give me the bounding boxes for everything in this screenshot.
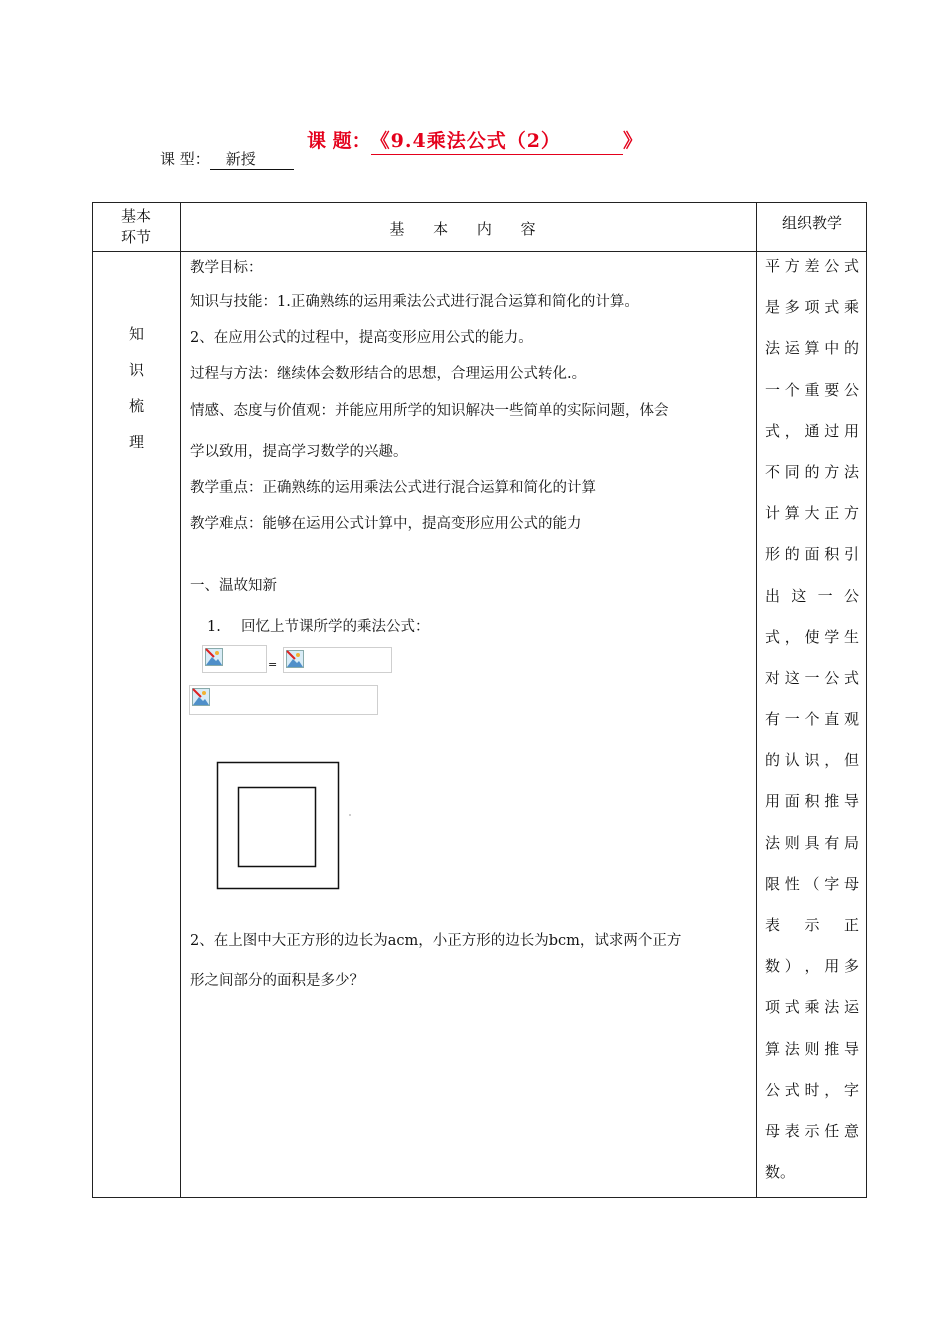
- title-close: 》: [622, 130, 643, 152]
- table-header-divider: [92, 251, 867, 252]
- formula-image-left: [202, 645, 267, 673]
- objective-process: 过程与方法：继续体会数形结合的思想，合理运用公式转化.。: [190, 366, 587, 382]
- teaching-difficulty: 教学难点：能够在运用公式计算中，提高变形应用公式的能力: [190, 516, 582, 532]
- note-line: 的 认 识 ， 但: [765, 751, 859, 770]
- note-line: 出 这 一 公: [765, 586, 859, 605]
- objective-attitude-line2: 学以致用，提高学习数学的兴趣。: [190, 444, 408, 460]
- section-label-char-2: 识: [128, 361, 144, 379]
- note-line: 算 法 则 推 导: [765, 1039, 859, 1058]
- note-line: 表 示 正: [765, 916, 859, 934]
- note-line: 式 ， 通 过 用: [765, 421, 859, 440]
- note-line: 计 算 大 正 方: [765, 504, 859, 523]
- broken-image-icon: [205, 648, 223, 666]
- header-content-label: 基 本 内 容: [389, 220, 548, 238]
- note-line: 平 方 差 公 式: [765, 257, 859, 275]
- note-line: 用 面 积 推 导: [765, 792, 859, 811]
- broken-image-icon: [286, 650, 304, 668]
- note-line: 公 式 时 ， 字: [765, 1080, 859, 1099]
- review-item-text: 回忆上节课所学的乘法公式：: [241, 619, 430, 635]
- organization-notes: [765, 256, 859, 1203]
- question-line1: 2、在上图中大正方形的边长为acm，小正方形的边长为bcm，试求两个正方: [190, 933, 682, 949]
- note-line: 不 同 的 方 法: [765, 462, 859, 481]
- squares-figure: [214, 759, 354, 891]
- header-cell-content: [181, 218, 756, 239]
- question-line2: 形之间部分的面积是多少？: [190, 973, 364, 989]
- objective-knowledge: 知识与技能：1.正确熟练的运用乘法公式进行混合运算和简化的计算。: [190, 294, 639, 310]
- note-line: 项 式 乘 法 运: [765, 998, 859, 1017]
- section-label-char-3: 梳: [128, 397, 144, 415]
- header-stage-line1: 基本: [120, 207, 151, 225]
- note-line: 对 这 一 公 式: [765, 668, 859, 687]
- header-cell-stage: [92, 206, 180, 248]
- lesson-type: [160, 148, 294, 170]
- note-line: 有 一 个 直 观: [765, 710, 859, 729]
- header-cell-organization: [757, 212, 867, 233]
- lesson-type-label: 课 型：: [160, 150, 210, 168]
- objectives-heading: 教学目标：: [190, 260, 263, 276]
- note-line: 数 ） ， 用 多: [765, 957, 859, 976]
- note-line: 式 ， 使 学 生: [765, 627, 859, 646]
- objective-application: 2、在应用公式的过程中，提高变形应用公式的能力。: [190, 330, 533, 346]
- section-label-char-4: 理: [128, 433, 144, 451]
- note-line: 形 的 面 积 引: [765, 545, 859, 564]
- header-organization-label: 组织教学: [781, 214, 842, 232]
- title-topic: [371, 126, 623, 155]
- formula-image-right: [283, 647, 392, 673]
- title-topic-text: 《9.4乘法公式（2）: [370, 130, 561, 152]
- note-line: 一 个 重 要 公: [765, 380, 859, 399]
- lesson-type-value: 新授: [210, 148, 294, 170]
- table-col-divider-1: [180, 202, 181, 1198]
- note-line: 法 则 具 有 局: [765, 833, 859, 852]
- note-line: 法 运 算 中 的: [765, 339, 859, 358]
- note-line: 数。: [765, 1163, 796, 1182]
- formula-image-second: [189, 685, 378, 715]
- note-line: 是 多 项 式 乘: [765, 298, 859, 317]
- outer-square: [218, 763, 339, 889]
- broken-image-icon: [192, 688, 210, 706]
- equals-sign: =: [268, 658, 278, 671]
- section-review-heading: 一、温故知新: [190, 578, 277, 594]
- review-item-number: 1.: [207, 619, 221, 635]
- header-stage-line2: 环节: [120, 228, 151, 246]
- page-title: [0, 126, 950, 155]
- table-col-divider-2: [756, 202, 757, 1198]
- note-line: 限 性 （ 字 母: [765, 874, 859, 893]
- title-label: 课 题：: [307, 130, 371, 152]
- inner-square: [239, 788, 316, 867]
- note-line: 母 表 示 任 意: [765, 1121, 859, 1140]
- section-label-char-1: 知: [128, 325, 144, 343]
- teaching-focus: 教学重点：正确熟练的运用乘法公式进行混合运算和简化的计算: [190, 480, 596, 496]
- objective-attitude-line1: 情感、态度与价值观：并能应用所学的知识解决一些简单的实际问题，体会: [190, 403, 669, 419]
